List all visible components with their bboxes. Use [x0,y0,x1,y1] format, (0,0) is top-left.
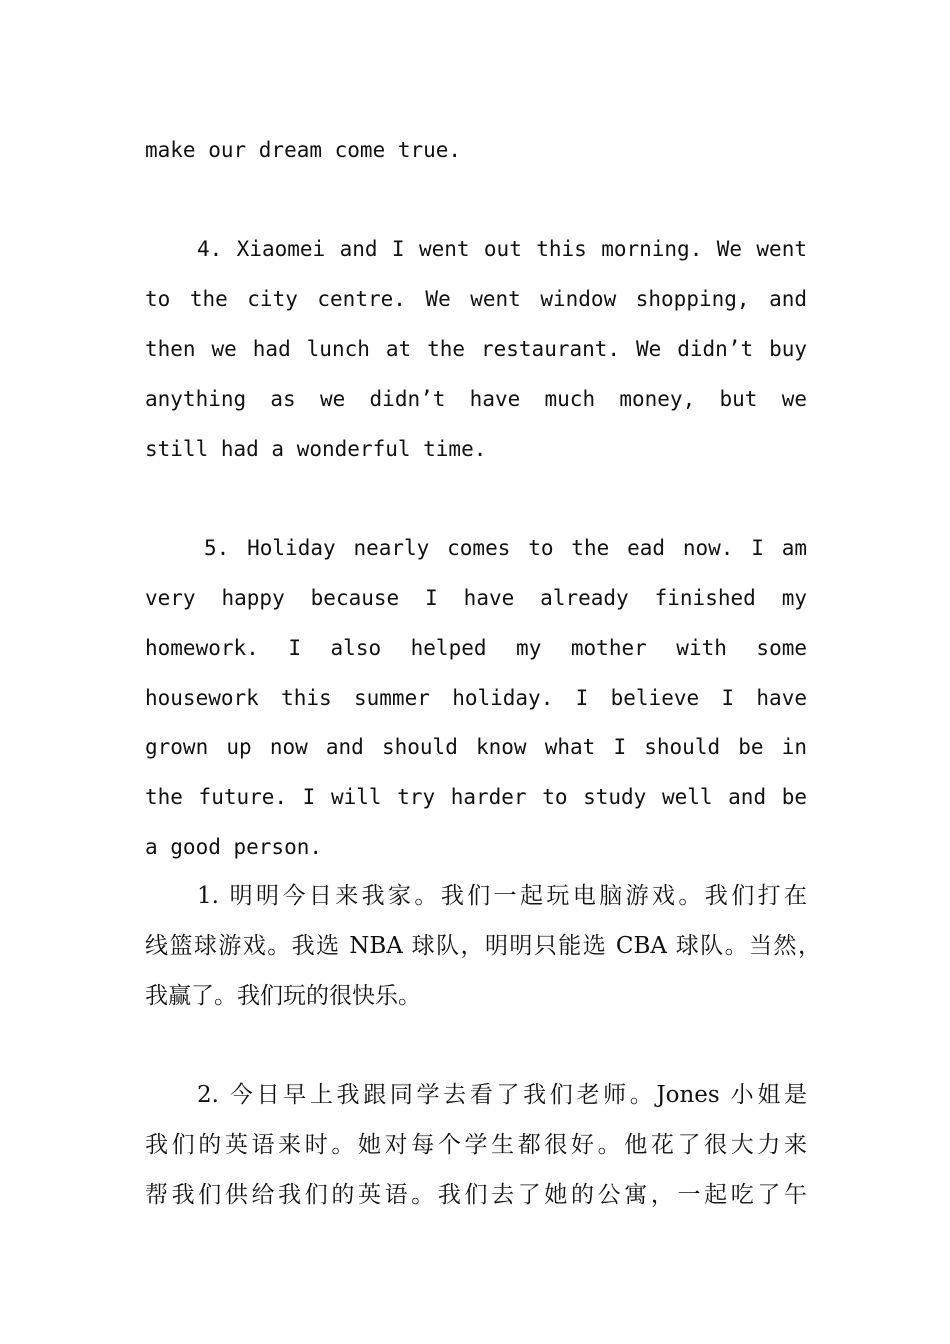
paragraph-5-line-2: very happy because I have already finished my [145,586,807,610]
chinese-paragraph-1-line-2: 线篮球游戏。我选 NBA 球队，明明只能选 CBA 球队。当然， [145,933,821,959]
paragraph-5-line-5: grown up now and should know what I should be in [145,735,807,759]
paragraph-5-line-6: the future. I will try harder to study well and be [145,785,807,809]
paragraph-5-line-3: homework. I also helped my mother with some [145,636,807,660]
chinese-paragraph-2-line-2: 我们的英语来时。她对每个学生都很好。他花了很大力来 [145,1132,807,1158]
paragraph-5-line-1: 5. Holiday nearly comes to the ead now. I am [204,536,807,560]
paragraph-4-line-5: still had a wonderful time. [145,437,487,461]
paragraph-5-line-4: housework this summer holiday. I believe I have [145,686,807,710]
chinese-paragraph-2-line-3: 帮我们供给我们的英语。我们去了她的公寓，一起吃了午 [145,1182,807,1208]
chinese-paragraph-2-line-1: 2. 今日早上我跟同学去看了我们老师。Jones 小姐是 [197,1082,807,1108]
paragraph-3-last-line: make our dream come true. [145,138,462,162]
paragraph-4-line-2: to the city centre. We went window shopping, and [145,287,807,311]
paragraph-5-line-7: a good person. [145,835,323,859]
paragraph-4-line-3: then we had lunch at the restaurant. We didn’t buy [145,337,807,361]
paragraph-4-line-4: anything as we didn’t have much money, but we [145,387,807,411]
chinese-paragraph-1-line-1: 1. 明明今日来我家。我们一起玩电脑游戏。我们打在 [197,883,807,909]
paragraph-4-line-1: 4. Xiaomei and I went out this morning. We went [197,237,807,261]
chinese-paragraph-1-line-3: 我赢了。我们玩的很快乐。 [145,983,421,1009]
